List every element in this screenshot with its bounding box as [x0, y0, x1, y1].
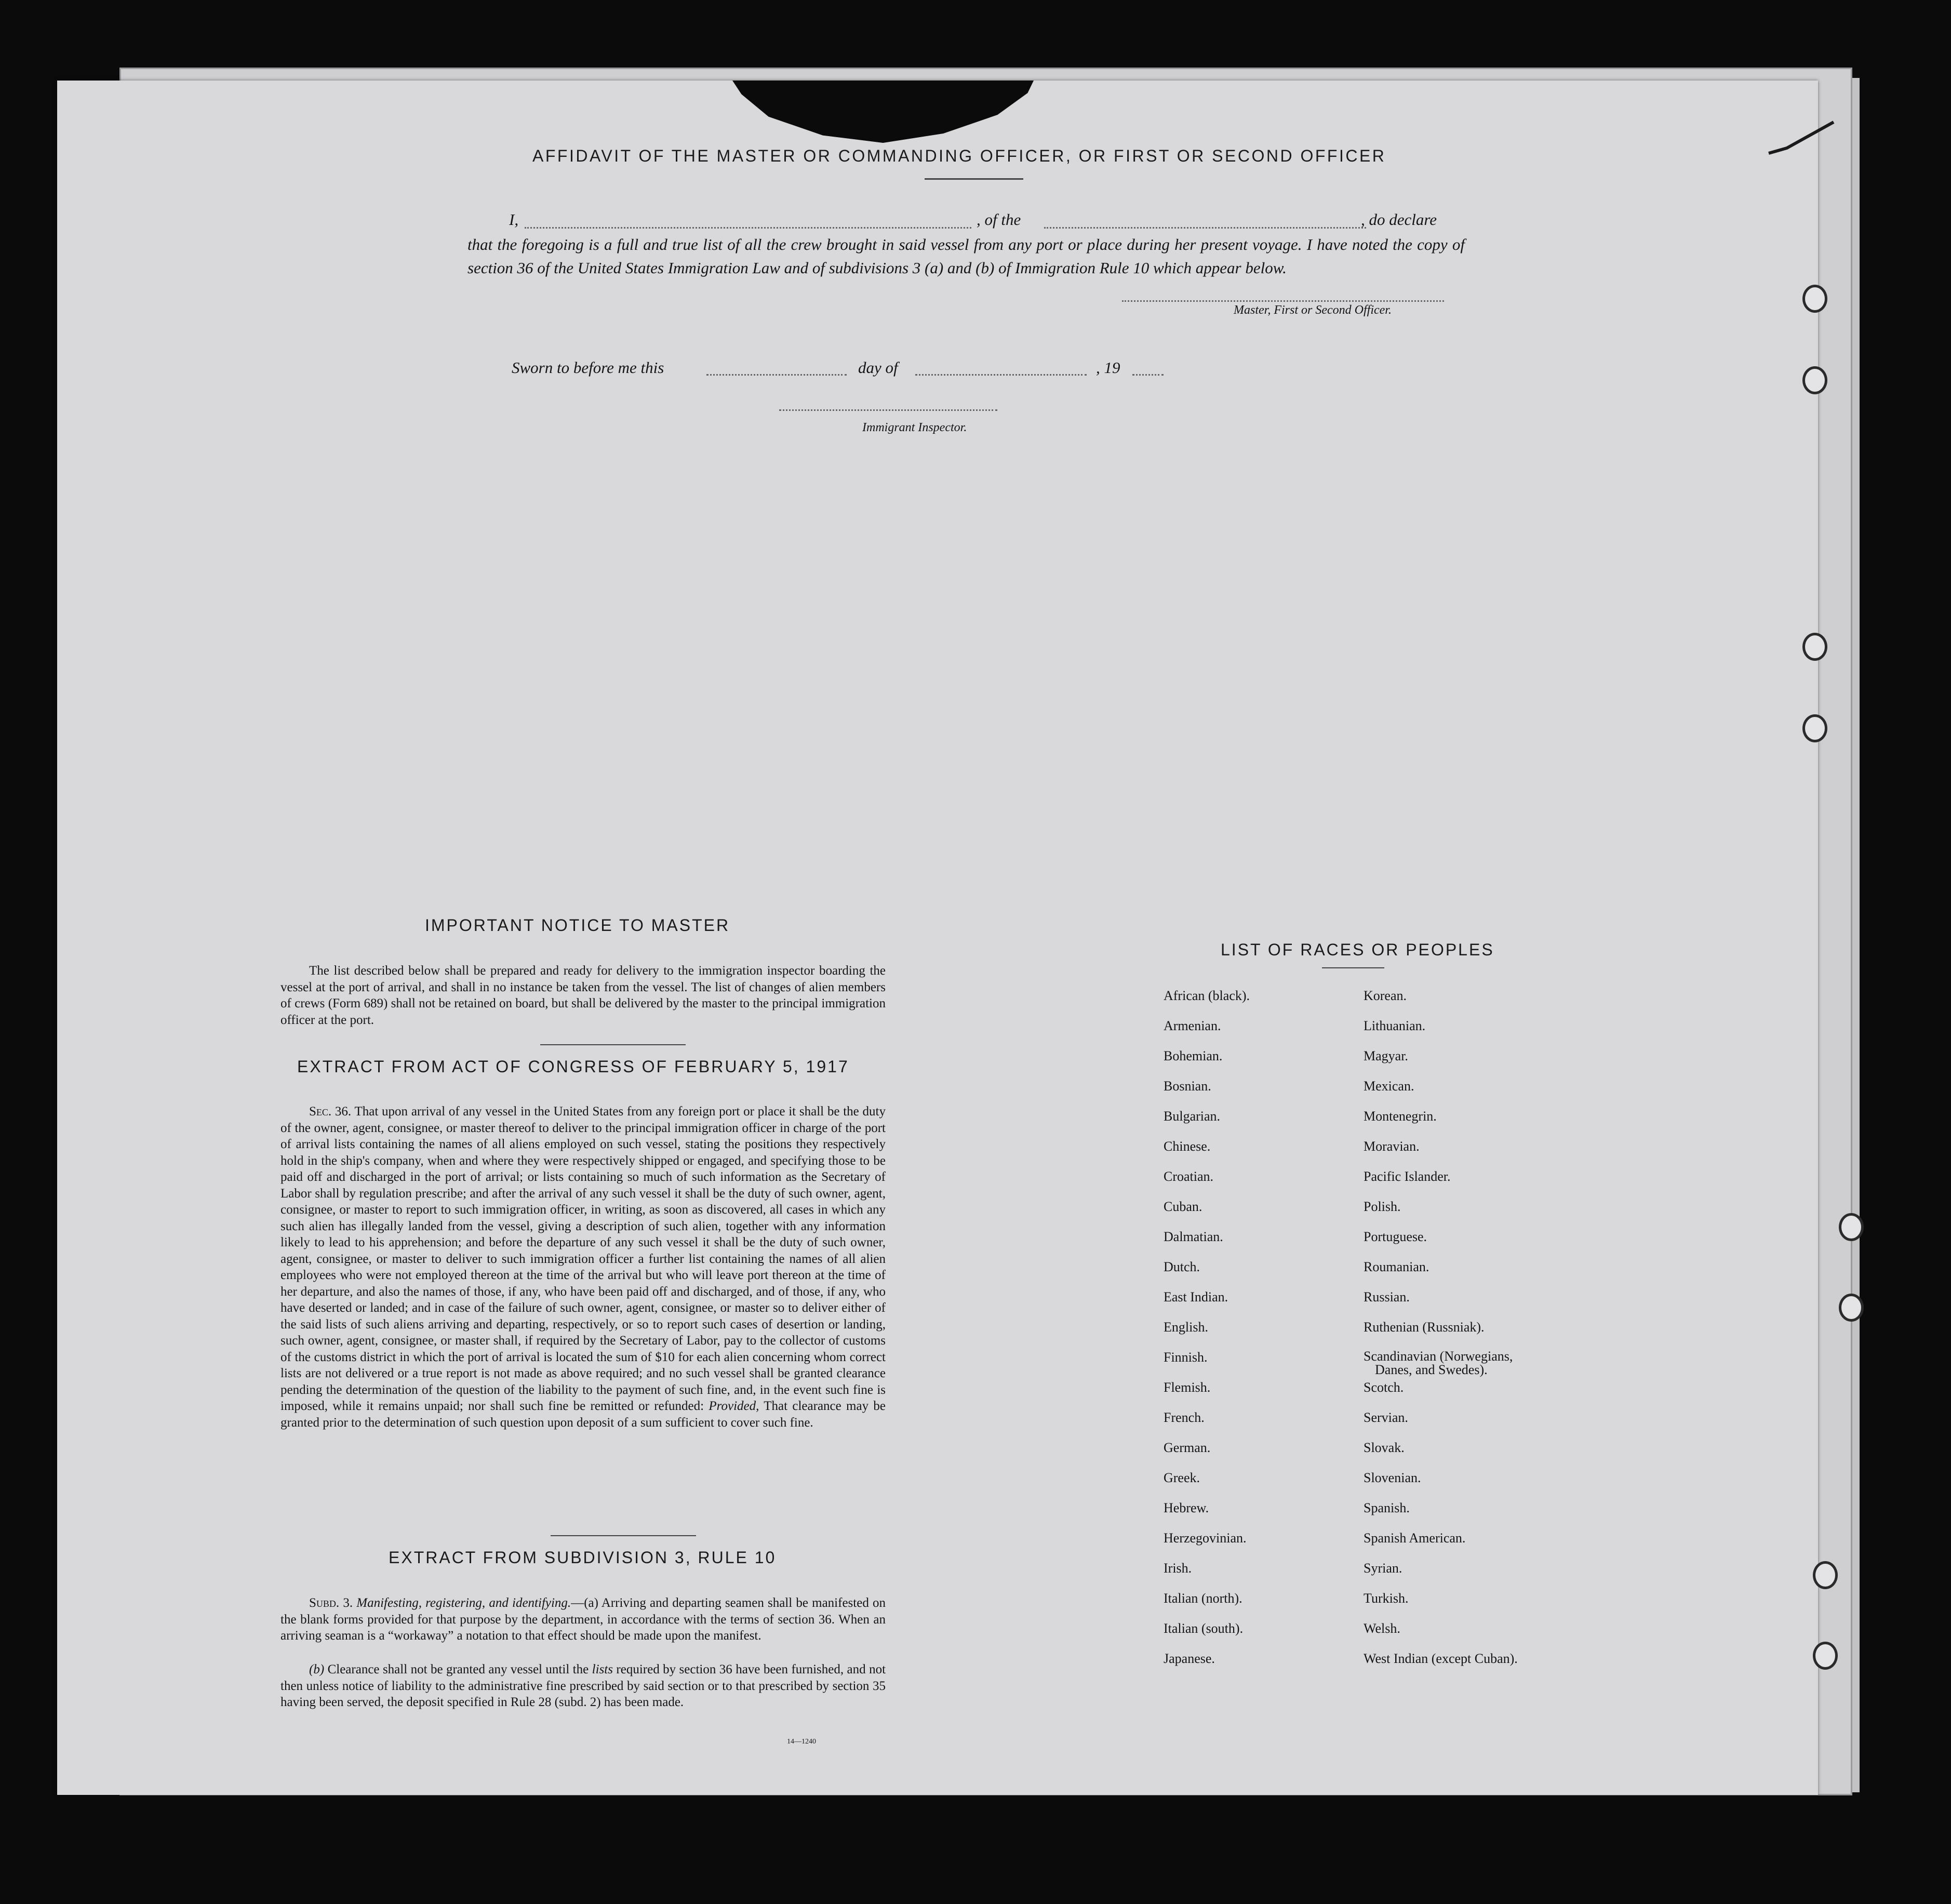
race-item: Servian. — [1364, 1410, 1408, 1425]
notice-body: The list described below shall be prepared and ready for delivery to the immigration inspector boarding the vessel at the port of arrival, and shall in no instance be taken from the vessel. The list of changes of alien members of crews (Form 689) shall not be retained on board, but shall be delivered by the master to the principal immigration officer at the port. — [280, 964, 886, 1027]
races-right-column — [1364, 988, 1518, 1681]
race-item: Italian (north). — [1164, 1591, 1242, 1606]
section-divider — [551, 1535, 696, 1536]
binder-hole — [1813, 1561, 1838, 1589]
race-item: French. — [1164, 1410, 1205, 1425]
race-item: Dalmatian. — [1164, 1229, 1223, 1244]
binder-hole — [1802, 366, 1827, 394]
binder-hole — [1839, 1294, 1864, 1322]
act-title: EXTRACT FROM ACT OF CONGRESS OF FEBRUARY 5, 1917 — [297, 1057, 849, 1076]
race-item: Japanese. — [1164, 1651, 1215, 1666]
document-page — [57, 81, 1818, 1795]
race-item: Ruthenian (Russniak). — [1364, 1320, 1485, 1335]
affidavit-of-the: , of the — [977, 210, 1021, 229]
race-item: Bohemian. — [1164, 1048, 1223, 1063]
race-item: Flemish. — [1164, 1380, 1211, 1395]
affidavit-do-declare: , do declare — [1361, 210, 1437, 229]
race-item: Portuguese. — [1364, 1229, 1427, 1244]
section-text-end: That clearance may be granted prior to the determination of such question upon deposit of a sum sufficient to cover such fine. — [280, 1399, 886, 1430]
sworn-text: Sworn to before me this — [512, 358, 664, 377]
race-item: East Indian. — [1164, 1289, 1228, 1304]
race-item: Welsh. — [1364, 1621, 1400, 1636]
race-item: Cuban. — [1164, 1199, 1202, 1214]
races-left-column — [1164, 988, 1250, 1681]
race-item: Italian (south). — [1164, 1621, 1244, 1636]
affidavit-body: that the foregoing is a full and true list of all the crew brought in said vessel from any port or place during her present voyage. I have noted the copy of section 36 of the United States Immigration Law and of subdivisions 3 (a) and (b) of Immigration Rule 10 which appear below. — [467, 235, 1465, 277]
race-item: Irish. — [1164, 1561, 1192, 1576]
title-underline — [925, 178, 1023, 180]
subd-label: Subd. 3. — [309, 1596, 353, 1610]
affidavit-i: I, — [509, 210, 519, 229]
subd-a-text: Arriving and departing seamen shall be manifested on the blank forms provided for that purpose by the department, in accordance with the terms of section 36. When an arriving seaman is a “workaway” a notation to that effect should be made upon the manifest. — [280, 1596, 886, 1643]
rule-subd-a — [280, 1595, 886, 1644]
race-item: Herzegovinian. — [1164, 1530, 1247, 1546]
race-item — [1364, 1350, 1518, 1380]
race-item: English. — [1164, 1320, 1208, 1335]
notice-title: IMPORTANT NOTICE TO MASTER — [425, 916, 730, 935]
race-item: Moravian. — [1364, 1139, 1420, 1154]
race-item: Spanish. — [1364, 1500, 1410, 1515]
binder-hole — [1802, 633, 1827, 661]
sworn-month-blank — [915, 374, 1087, 376]
binder-hole — [1802, 285, 1827, 313]
race-item: Slovak. — [1364, 1440, 1405, 1455]
race-item-line: Scandinavian (Norwegians, — [1364, 1349, 1513, 1364]
name-blank — [525, 227, 971, 229]
race-item: German. — [1164, 1440, 1211, 1455]
race-item: West Indian (except Cuban). — [1364, 1651, 1518, 1666]
race-item: Syrian. — [1364, 1561, 1402, 1576]
race-item: Slovenian. — [1364, 1470, 1421, 1485]
section-label: Sec. 36. — [309, 1104, 352, 1119]
race-item: Scotch. — [1364, 1380, 1404, 1395]
race-item: Bulgarian. — [1164, 1109, 1221, 1124]
race-item: Polish. — [1364, 1199, 1401, 1214]
subd-b-text: Clearance shall not be granted any vessel until the — [327, 1662, 589, 1676]
races-title-underline — [1322, 967, 1384, 968]
binder-hole — [1839, 1213, 1864, 1241]
rule-title: EXTRACT FROM SUBDIVISION 3, RULE 10 — [389, 1548, 777, 1567]
section-text: That upon arrival of any vessel in the United States from any foreign port or place it shall be the duty of the owner, agent, consignee, or master thereof to deliver to the principal immigration officer in charge of the port of arrival lists containing the names of all aliens employed on such vessel, stating the positions they respectively hold in the ship's company, when and where they were respectively shipped or engaged, and specifying those to be paid off and discharged in the port of arrival; or lists containing so much of such information as the Secretary of Labor shall by regulation prescribe; and after the arrival of any such vessel it shall be the duty of such owner, agent, consignee, or master to report to such immigration officer, in writing, as soon as discovered, all cases in which any such alien has illegally landed from the vessel, giving a description of such alien, together with any information likely to lead to his apprehension; and before the departure of any such vessel it shall be the duty of such owner, agent, consignee, or master to deliver to such immigration officer a further list containing the names of all alien employees who were not employed thereon at the time of the arrival but who will leave port thereon at the time of her departure, and also the names of those, if any, who have been paid off and discharged, and of those, if any, who have deserted or landed; and in case of the failure of such owner, agent, consignee, or master so to deliver either of the said lists of such aliens arriving and departing, respectively, or so to report such cases of desertion or landing, such owner, agent, consignee, or master shall, if required by the Secretary of Labor, pay to the collector of customs of the customs district in which the port of arrival is located the sum of $10 for each alien concerning whom correct lists are not delivered or a true report is not made as above required; and no such vessel shall be granted clearance pending the determination of the question of the liability to the payment of such fine, and, in the event such fine is imposed, while it remains unpaid; nor shall such fine be remitted or refunded: — [280, 1104, 886, 1413]
rule-subd-b — [280, 1661, 886, 1711]
race-item: Greek. — [1164, 1470, 1200, 1485]
provided-word: Provided, — [709, 1399, 759, 1413]
subd-heading: Manifesting, registering, and identifying. — [356, 1596, 571, 1610]
subd-a-label: —(a) — [571, 1596, 598, 1610]
signature-line — [1122, 300, 1444, 302]
day-of-text: day of — [858, 358, 898, 377]
race-item: Korean. — [1364, 988, 1407, 1003]
year-text: , 19 — [1096, 358, 1120, 377]
race-item: Chinese. — [1164, 1139, 1211, 1154]
race-item: Magyar. — [1364, 1048, 1408, 1063]
race-item: Lithuanian. — [1364, 1018, 1426, 1033]
sworn-day-blank — [706, 374, 847, 376]
form-number: 14—1240 — [787, 1738, 816, 1746]
affidavit-title: AFFIDAVIT OF THE MASTER OR COMMANDING OFFICER, OR FIRST OR SECOND OFFICER — [532, 147, 1386, 165]
race-item: Mexican. — [1364, 1079, 1414, 1094]
inspector-line — [779, 409, 997, 411]
race-item: Dutch. — [1164, 1259, 1200, 1274]
year-blank — [1132, 374, 1164, 376]
race-item: Russian. — [1364, 1289, 1410, 1304]
lists-word: lists — [592, 1662, 613, 1676]
subd-b-label: (b) — [309, 1662, 325, 1676]
race-item: Turkish. — [1364, 1591, 1409, 1606]
race-item: Montenegrin. — [1364, 1109, 1437, 1124]
binder-hole — [1802, 714, 1827, 742]
race-item: Bosnian. — [1164, 1079, 1211, 1094]
race-item: Roumanian. — [1364, 1259, 1429, 1274]
race-item-line: Danes, and Swedes). — [1375, 1362, 1488, 1377]
vessel-blank — [1044, 227, 1366, 229]
race-item: Finnish. — [1164, 1350, 1208, 1365]
race-item: Pacific Islander. — [1364, 1169, 1451, 1184]
section-divider — [540, 1044, 686, 1045]
race-item: Armenian. — [1164, 1018, 1221, 1033]
subd-b-text-end: required by section 36 have been furnished, and not then unless notice of liability to the administrative fine prescribed by said section or to that prescribed by section 35 having been served, the deposit specified in Rule 28 (subd. 2) has been made. — [280, 1662, 886, 1709]
binder-hole — [1813, 1642, 1838, 1670]
race-item: African (black). — [1164, 988, 1250, 1003]
races-title: LIST OF RACES OR PEOPLES — [1221, 940, 1494, 959]
signature-caption: Master, First or Second Officer. — [1234, 303, 1392, 317]
bleed-through-text — [353, 151, 386, 185]
inspector-caption: Immigrant Inspector. — [862, 421, 967, 434]
race-item: Hebrew. — [1164, 1500, 1209, 1515]
race-item: Spanish American. — [1364, 1530, 1466, 1546]
race-item: Croatian. — [1164, 1169, 1214, 1184]
act-body — [280, 1103, 886, 1431]
pencil-check-mark — [1766, 117, 1839, 158]
